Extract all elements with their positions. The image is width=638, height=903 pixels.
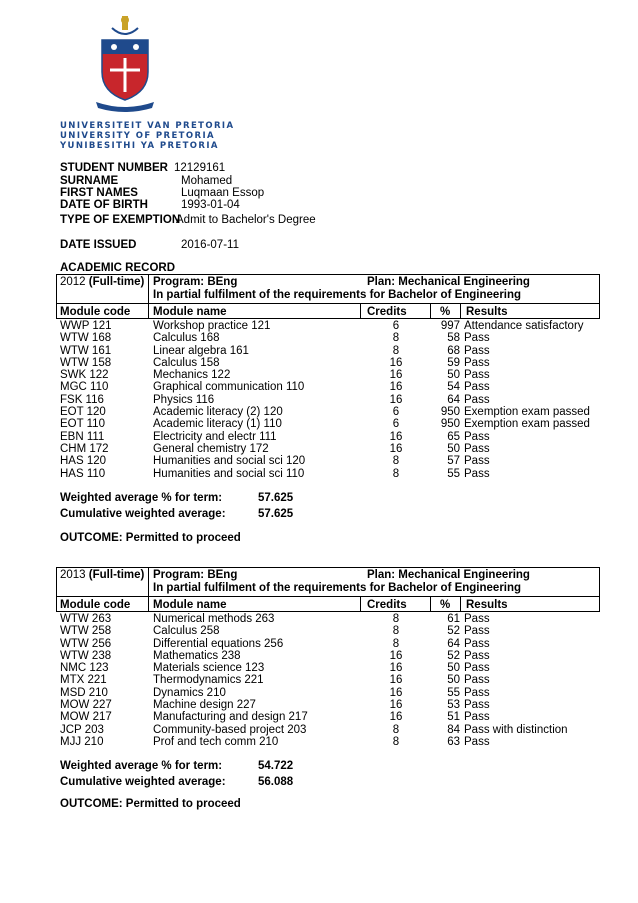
module-result: Attendance satisfactory bbox=[464, 320, 584, 332]
module-code: WTW 256 bbox=[60, 637, 112, 650]
module-credits: 16 bbox=[389, 369, 403, 382]
module-result: Pass bbox=[464, 356, 490, 369]
column-headers bbox=[57, 597, 599, 614]
module-result: Pass bbox=[464, 649, 490, 662]
table-row bbox=[60, 369, 600, 381]
module-code: EOT 110 bbox=[60, 418, 105, 431]
module-percent: 54 bbox=[447, 381, 460, 394]
module-credits: 8 bbox=[392, 467, 400, 480]
module-code: WTW 158 bbox=[60, 356, 112, 369]
module-percent: 997 bbox=[440, 320, 460, 332]
module-name: Manufacturing and design 217 bbox=[153, 711, 308, 724]
col-results: Results bbox=[466, 306, 508, 318]
module-name: Machine design 227 bbox=[153, 699, 256, 712]
module-credits: 8 bbox=[392, 735, 400, 748]
term-header-2013 bbox=[56, 567, 600, 612]
weighted-average: 54.722 bbox=[258, 760, 294, 772]
table-row bbox=[60, 381, 600, 393]
module-result: Pass bbox=[464, 625, 490, 638]
module-name: Graphical communication 110 bbox=[153, 381, 305, 394]
module-code: MOW 217 bbox=[60, 711, 112, 724]
module-credits: 16 bbox=[389, 356, 403, 369]
module-credits: 16 bbox=[389, 649, 403, 662]
surname: Mohamed bbox=[181, 175, 233, 187]
module-code: SWK 122 bbox=[60, 369, 109, 382]
table-row bbox=[60, 724, 600, 736]
module-credits: 6 bbox=[392, 406, 400, 419]
module-percent: 50 bbox=[447, 674, 460, 687]
table-row bbox=[60, 662, 600, 674]
module-code: MJJ 210 bbox=[60, 735, 104, 748]
table-row bbox=[60, 455, 600, 467]
program: Program: BEng bbox=[153, 569, 238, 581]
academic-record-title: ACADEMIC RECORD bbox=[60, 262, 175, 274]
fulfilment: In partial fulfilment of the requirements for Bachelor of Engineering bbox=[153, 289, 522, 301]
student-number-label: STUDENT NUMBER bbox=[60, 162, 168, 174]
module-credits: 16 bbox=[389, 442, 403, 455]
table-row bbox=[60, 443, 600, 455]
table-row bbox=[60, 736, 600, 748]
module-name: Calculus 258 bbox=[153, 625, 220, 638]
exemption: Admit to Bachelor's Degree bbox=[176, 214, 316, 226]
cumulative-average-label: Cumulative weighted average: bbox=[60, 508, 226, 520]
col-module-code: Module code bbox=[60, 599, 131, 611]
weighted-average: 57.625 bbox=[258, 492, 294, 504]
table-row bbox=[60, 638, 600, 650]
module-name: Prof and tech comm 210 bbox=[153, 735, 279, 748]
col-percent: % bbox=[440, 599, 451, 611]
module-credits: 8 bbox=[392, 344, 400, 357]
university-name-sepedi: YUNIBESITHI YA PRETORIA bbox=[60, 141, 219, 151]
module-credits: 8 bbox=[392, 637, 400, 650]
date-issued-label: DATE ISSUED bbox=[60, 239, 137, 251]
module-percent: 950 bbox=[440, 418, 460, 431]
module-code: MSD 210 bbox=[60, 686, 108, 699]
module-name: Electricity and electr 111 bbox=[153, 430, 277, 443]
module-result: Exemption exam passed bbox=[464, 418, 590, 431]
table-row bbox=[60, 650, 600, 662]
table-row bbox=[60, 687, 600, 699]
module-credits: 8 bbox=[392, 625, 400, 638]
module-code: HAS 110 bbox=[60, 467, 106, 480]
module-result: Pass bbox=[464, 369, 490, 382]
table-row bbox=[60, 468, 600, 480]
module-code: MTX 221 bbox=[60, 674, 107, 687]
module-code: MGC 110 bbox=[60, 381, 109, 394]
module-credits: 8 bbox=[392, 332, 400, 345]
module-percent: 55 bbox=[447, 686, 460, 699]
program: Program: BEng bbox=[153, 276, 238, 288]
table-row bbox=[60, 332, 600, 344]
module-percent: 950 bbox=[440, 406, 460, 419]
module-name: Humanities and social sci 120 bbox=[153, 455, 306, 468]
table-row bbox=[60, 357, 600, 369]
module-percent: 52 bbox=[447, 649, 460, 662]
module-name: Materials science 123 bbox=[153, 662, 265, 675]
module-code: FSK 116 bbox=[60, 393, 104, 406]
module-percent: 63 bbox=[447, 735, 460, 748]
module-name: Mechanics 122 bbox=[153, 369, 231, 382]
module-name: General chemistry 172 bbox=[153, 442, 269, 455]
module-credits: 8 bbox=[392, 723, 400, 736]
module-credits: 16 bbox=[389, 662, 403, 675]
date-of-birth: 1993-01-04 bbox=[181, 199, 240, 211]
col-results: Results bbox=[466, 599, 508, 611]
module-result: Pass bbox=[464, 735, 490, 748]
module-credits: 16 bbox=[389, 393, 403, 406]
module-credits: 6 bbox=[392, 320, 400, 332]
table-row bbox=[60, 320, 600, 332]
module-name: Numerical methods 263 bbox=[153, 613, 275, 625]
student-number: 12129161 bbox=[174, 162, 226, 174]
module-result: Pass bbox=[464, 613, 490, 625]
module-percent: 68 bbox=[447, 344, 460, 357]
module-percent: 55 bbox=[447, 467, 460, 480]
module-name: Mathematics 238 bbox=[153, 649, 241, 662]
module-result: Pass bbox=[464, 674, 490, 687]
module-result: Pass bbox=[464, 711, 490, 724]
module-name: Academic literacy (2) 120 bbox=[153, 406, 283, 419]
module-result: Pass bbox=[464, 393, 490, 406]
cumulative-average-label: Cumulative weighted average: bbox=[60, 776, 226, 788]
module-percent: 59 bbox=[447, 356, 460, 369]
module-name: Academic literacy (1) 110 bbox=[153, 418, 282, 431]
module-code: EBN 111 bbox=[60, 430, 105, 443]
module-code: CHM 172 bbox=[60, 442, 109, 455]
table-row bbox=[60, 418, 600, 430]
fulfilment: In partial fulfilment of the requirements for Bachelor of Engineering bbox=[153, 582, 522, 594]
module-percent: 53 bbox=[447, 699, 460, 712]
module-name: Calculus 168 bbox=[153, 332, 220, 345]
weighted-average-label: Weighted average % for term: bbox=[60, 492, 223, 504]
outcome: OUTCOME: Permitted to proceed bbox=[60, 532, 241, 544]
exemption-label: TYPE OF EXEMPTION bbox=[60, 214, 181, 226]
module-result: Exemption exam passed bbox=[464, 406, 590, 419]
module-percent: 64 bbox=[447, 637, 460, 650]
module-result: Pass bbox=[464, 699, 490, 712]
module-result: Pass bbox=[464, 637, 490, 650]
module-code: NMC 123 bbox=[60, 662, 109, 675]
table-row bbox=[60, 431, 600, 443]
table-row bbox=[60, 625, 600, 637]
module-percent: 50 bbox=[447, 442, 460, 455]
module-percent: 50 bbox=[447, 369, 460, 382]
module-credits: 16 bbox=[389, 430, 403, 443]
module-name: Dynamics 210 bbox=[153, 686, 226, 699]
outcome: OUTCOME: Permitted to proceed bbox=[60, 798, 241, 810]
module-name: Community-based project 203 bbox=[153, 723, 307, 736]
cumulative-average: 56.088 bbox=[258, 776, 294, 788]
module-result: Pass bbox=[464, 686, 490, 699]
table-row bbox=[60, 406, 600, 418]
module-code: WTW 258 bbox=[60, 625, 112, 638]
module-code: EOT 120 bbox=[60, 406, 106, 419]
module-code: WTW 168 bbox=[60, 332, 112, 345]
university-name-afrikaans: UNIVERSITEIT VAN PRETORIA bbox=[60, 121, 235, 131]
table-row bbox=[60, 711, 600, 723]
module-credits: 8 bbox=[392, 455, 400, 468]
module-result: Pass bbox=[464, 442, 490, 455]
col-module-name: Module name bbox=[153, 599, 227, 611]
date-of-birth-label: DATE OF BIRTH bbox=[60, 199, 148, 211]
plan: Plan: Mechanical Engineering bbox=[367, 569, 530, 581]
column-headers bbox=[57, 304, 599, 321]
module-result: Pass bbox=[464, 381, 490, 394]
module-credits: 16 bbox=[389, 674, 403, 687]
col-module-name: Module name bbox=[153, 306, 227, 318]
module-percent: 64 bbox=[447, 393, 460, 406]
module-code: MOW 227 bbox=[60, 699, 112, 712]
module-code: WWP 121 bbox=[60, 320, 112, 332]
term-year: 2013 (Full-time) bbox=[60, 569, 145, 581]
term-header-2012 bbox=[56, 274, 600, 319]
module-name: Workshop practice 121 bbox=[153, 320, 271, 332]
module-result: Pass bbox=[464, 332, 490, 345]
module-result: Pass bbox=[464, 344, 490, 357]
col-module-code: Module code bbox=[60, 306, 131, 318]
module-name: Linear algebra 161 bbox=[153, 344, 249, 357]
module-name: Physics 116 bbox=[153, 393, 215, 406]
module-credits: 16 bbox=[389, 686, 403, 699]
module-name: Differential equations 256 bbox=[153, 637, 284, 650]
module-name: Humanities and social sci 110 bbox=[153, 467, 305, 480]
table-row bbox=[60, 394, 600, 406]
module-credits: 6 bbox=[392, 418, 400, 431]
col-credits: Credits bbox=[367, 599, 407, 611]
module-code: JCP 203 bbox=[60, 723, 104, 736]
module-percent: 57 bbox=[447, 455, 460, 468]
module-list-2013 bbox=[60, 613, 600, 748]
col-credits: Credits bbox=[367, 306, 407, 318]
table-row bbox=[60, 613, 600, 625]
module-percent: 84 bbox=[447, 723, 460, 736]
module-result: Pass bbox=[464, 455, 490, 468]
module-percent: 50 bbox=[447, 662, 460, 675]
module-percent: 65 bbox=[447, 430, 460, 443]
university-crest-logo bbox=[92, 14, 158, 114]
plan: Plan: Mechanical Engineering bbox=[367, 276, 530, 288]
module-result: Pass bbox=[464, 467, 490, 480]
module-code: WTW 263 bbox=[60, 613, 112, 625]
table-row bbox=[60, 699, 600, 711]
weighted-average-label: Weighted average % for term: bbox=[60, 760, 223, 772]
col-percent: % bbox=[440, 306, 451, 318]
module-result: Pass with distinction bbox=[464, 723, 568, 736]
surname-label: SURNAME bbox=[60, 175, 119, 187]
module-name: Thermodynamics 221 bbox=[153, 674, 264, 687]
module-list-2012 bbox=[60, 320, 600, 480]
first-names-label: FIRST NAMES bbox=[60, 187, 138, 199]
module-percent: 61 bbox=[447, 613, 460, 625]
module-result: Pass bbox=[464, 662, 490, 675]
module-code: HAS 120 bbox=[60, 455, 107, 468]
module-percent: 52 bbox=[447, 625, 460, 638]
module-percent: 58 bbox=[447, 332, 460, 345]
module-code: WTW 238 bbox=[60, 649, 112, 662]
module-credits: 16 bbox=[389, 711, 403, 724]
date-issued: 2016-07-11 bbox=[181, 239, 239, 251]
university-name-english: UNIVERSITY OF PRETORIA bbox=[60, 131, 215, 141]
module-code: WTW 161 bbox=[60, 344, 112, 357]
table-row bbox=[60, 345, 600, 357]
cumulative-average: 57.625 bbox=[258, 508, 294, 520]
module-credits: 8 bbox=[392, 613, 400, 625]
module-credits: 16 bbox=[389, 381, 403, 394]
term-year: 2012 (Full-time) bbox=[60, 276, 145, 288]
module-percent: 51 bbox=[447, 711, 460, 724]
table-row bbox=[60, 674, 600, 686]
module-credits: 16 bbox=[389, 699, 403, 712]
module-name: Calculus 158 bbox=[153, 356, 220, 369]
module-result: Pass bbox=[464, 430, 490, 443]
first-names: Luqmaan Essop bbox=[181, 187, 265, 199]
